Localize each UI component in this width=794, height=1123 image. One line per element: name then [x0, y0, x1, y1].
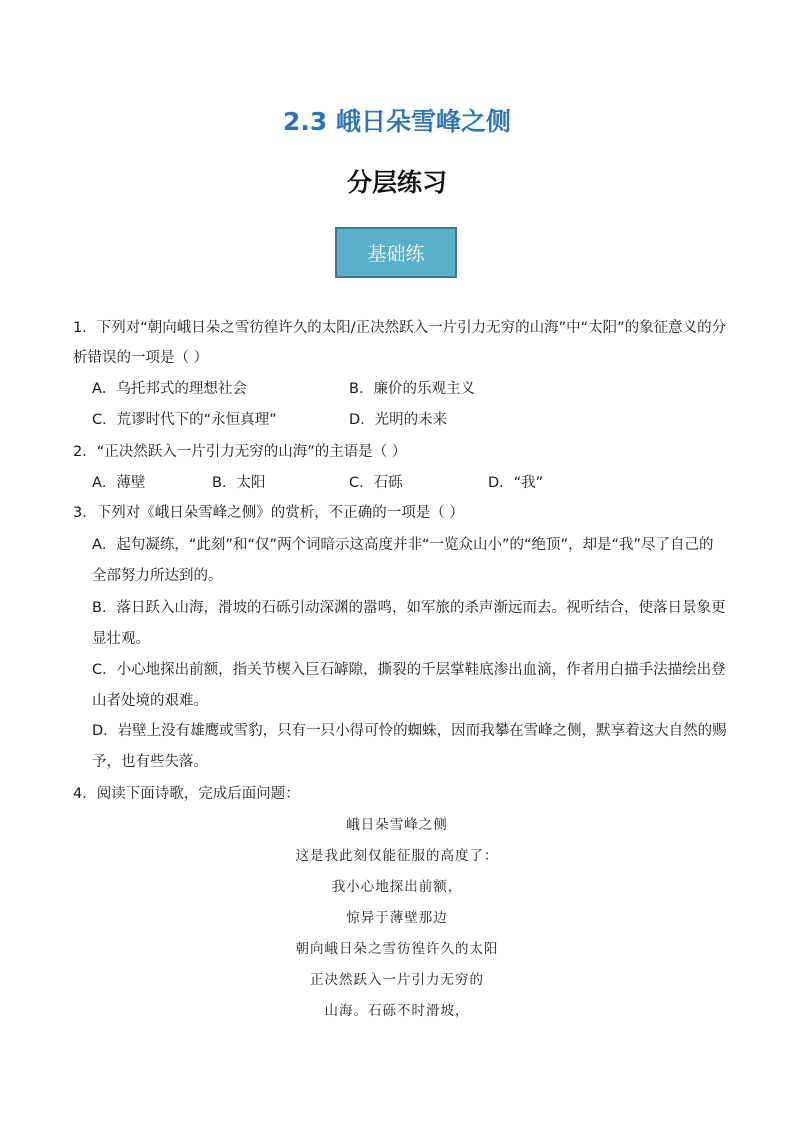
section-label: 基础练: [367, 243, 425, 265]
question-3-option-a: A．起句凝练，“此刻”和“仅”两个词暗示这高度并非“一览众山小”的“绝顶”，却是“我”尽了自己的全部努力所达到的。: [92, 537, 714, 584]
question-3-option-b: B．落日跃入山海，滑坡的石砾引动深渊的嚣鸣，如军旅的杀声渐远而去。视听结合，使落日景象更显壮观。: [92, 600, 726, 647]
section-label-box: [335, 227, 457, 278]
document-subtitle: 分层练习: [346, 168, 447, 197]
question-1-stem: 1．下列对“朝向峨日朵之雪彷徨许久的太阳/正决然跃入一片引力无穷的山海”中“太阳”的象征意义的分析错误的一项是（ ）: [73, 320, 727, 366]
poem-line: 我小心地探出前额，: [331, 879, 463, 895]
question-1-option-c: C．荒谬时代下的“永恒真理”: [92, 412, 277, 428]
poem-line: 正决然跃入一片引力无穷的: [310, 972, 484, 988]
question-2-option-d: D．“我”: [488, 475, 544, 491]
question-2-option-c: C．石砾: [349, 475, 403, 491]
question-3-option-d: D．岩壁上没有雄鹰或雪豹，只有一只小得可怜的蜘蛛，因而我攀在雪峰之侧，默享着这大自然的赐予，也有些失落。: [92, 723, 727, 770]
document-title: 2.3 峨日朵雪峰之侧: [283, 107, 511, 136]
question-2-option-a: A．薄壁: [92, 475, 146, 491]
poem-line: 朝向峨日朵之雪彷徨许久的太阳: [295, 941, 499, 957]
poem-line: 惊异于薄壁那边: [346, 910, 448, 926]
question-1-option-a: A．乌托邦式的理想社会: [92, 381, 247, 397]
question-1-option-d: D．光明的未来: [349, 412, 448, 428]
question-4-stem: 4．阅读下面诗歌，完成后面问题：: [73, 786, 300, 802]
poem-title: 峨日朵雪峰之侧: [346, 817, 448, 833]
question-2-option-b: B．太阳: [212, 475, 266, 491]
question-3-option-c: C．小心地探出前额，指关节楔入巨石罅隙，撕裂的千层掌鞋底渗出血滴，作者用白描手法描绘出登山者处境的艰难。: [92, 662, 726, 709]
question-2-stem: 2．“正决然跃入一片引力无穷的山海”的主语是（ ）: [73, 444, 407, 460]
question-1-option-b: B．廉价的乐观主义: [349, 381, 475, 397]
question-3-stem: 3．下列对《峨日朵雪峰之侧》的赏析，不正确的一项是（ ）: [73, 505, 464, 521]
poem-line: 这是我此刻仅能征服的高度了：: [295, 848, 499, 864]
poem-line: 山海。石砾不时滑坡，: [324, 1003, 470, 1019]
